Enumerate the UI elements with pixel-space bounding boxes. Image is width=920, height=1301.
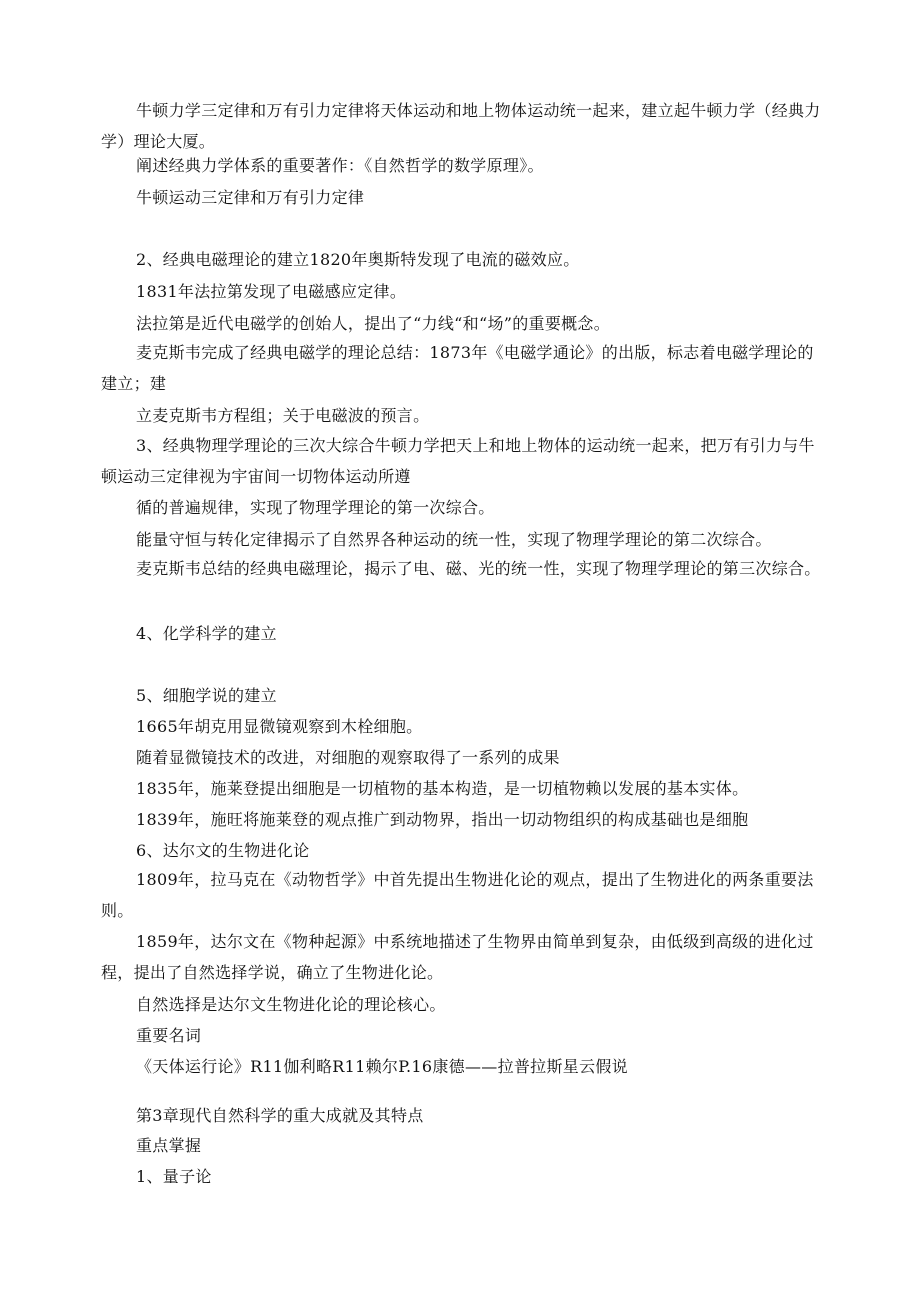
paragraph-natural-selection: 自然选择是达尔文生物进化论的理论核心。 (136, 995, 446, 1014)
paragraph-third-synthesis: 麦克斯韦总结的经典电磁理论，揭示了电、磁、光的统一性，实现了物理学理论的第三次综合。 (136, 559, 821, 578)
paragraph-darwin-1859: 1859年，达尔文在《物种起源》中系统地描述了生物界由简单到复杂，由低级到高级的进化过程，提出了自然选择学说，确立了生物进化论。 (101, 932, 814, 982)
heading-key-points: 重点掌握 (136, 1136, 202, 1155)
paragraph-maxwell-equations: 立麦克斯韦方程组；关于电磁波的预言。 (136, 406, 430, 425)
terms-list: 《天体运行论》R11伽利略R11赖尔P.16康德——拉普拉斯星云假说 (136, 1057, 628, 1076)
paragraph-principia: 阐述经典力学体系的重要著作：《自然哲学的数学原理》。 (136, 156, 544, 175)
section-heading-chemistry: 4、化学科学的建立 (136, 624, 277, 643)
paragraph-faraday-concepts: 法拉第是近代电磁学的创始人，提出了“力线“和“场”的重要概念。 (136, 314, 611, 333)
section-heading-three-syntheses: 3、经典物理学理论的三次大综合牛顿力学把天上和地上物体的运动统一起来，把万有引力与牛顿运动三定律视为宇宙间一切物体运动所遵 (101, 436, 815, 486)
paragraph-schwann-1839: 1839年，施旺将施莱登的观点推广到动物界，指出一切动物组织的构成基础也是细胞 (136, 810, 749, 829)
chapter-heading-3: 第3章现代自然科学的重大成就及其特点 (136, 1106, 424, 1125)
paragraph-lamarck-1809: 1809年，拉马克在《动物哲学》中首先提出生物进化论的观点，提出了生物进化的两条重要法则。 (101, 870, 814, 920)
section-heading-evolution: 6、达尔文的生物进化论 (136, 841, 310, 860)
section-heading-quantum: 1、量子论 (136, 1167, 212, 1186)
heading-important-terms: 重要名词 (136, 1026, 202, 1045)
paragraph-newton-laws: 牛顿运动三定律和万有引力定律 (136, 188, 365, 207)
section-heading-cell-theory: 5、细胞学说的建立 (136, 686, 277, 705)
paragraph-maxwell-summary: 麦克斯韦完成了经典电磁学的理论总结：1873年《电磁学通论》的出版，标志着电磁学理论的建立；建 (101, 343, 814, 393)
paragraph-faraday-1831: 1831年法拉第发现了电磁感应定律。 (136, 282, 407, 301)
section-heading-electromagnetism: 2、经典电磁理论的建立1820年奥斯特发现了电流的磁效应。 (136, 250, 580, 269)
paragraph-schleiden-1835: 1835年，施莱登提出细胞是一切植物的基本构造，是一切植物赖以发展的基本实体。 (136, 779, 749, 798)
paragraph-hooke-1665: 1665年胡克用显微镜观察到木栓细胞。 (136, 717, 423, 736)
paragraph-microscope-progress: 随着显微镜技术的改进，对细胞的观察取得了一系列的成果 (136, 748, 560, 767)
paragraph-second-synthesis: 能量守恒与转化定律揭示了自然界各种运动的统一性，实现了物理学理论的第二次综合。 (136, 530, 772, 549)
paragraph-newton-unification: 牛顿力学三定律和万有引力定律将天体运动和地上物体运动统一起来，建立起牛顿力学（经典力学）理论大厦。 (101, 101, 821, 151)
paragraph-first-synthesis: 循的普遍规律，实现了物理学理论的第一次综合。 (136, 498, 495, 517)
